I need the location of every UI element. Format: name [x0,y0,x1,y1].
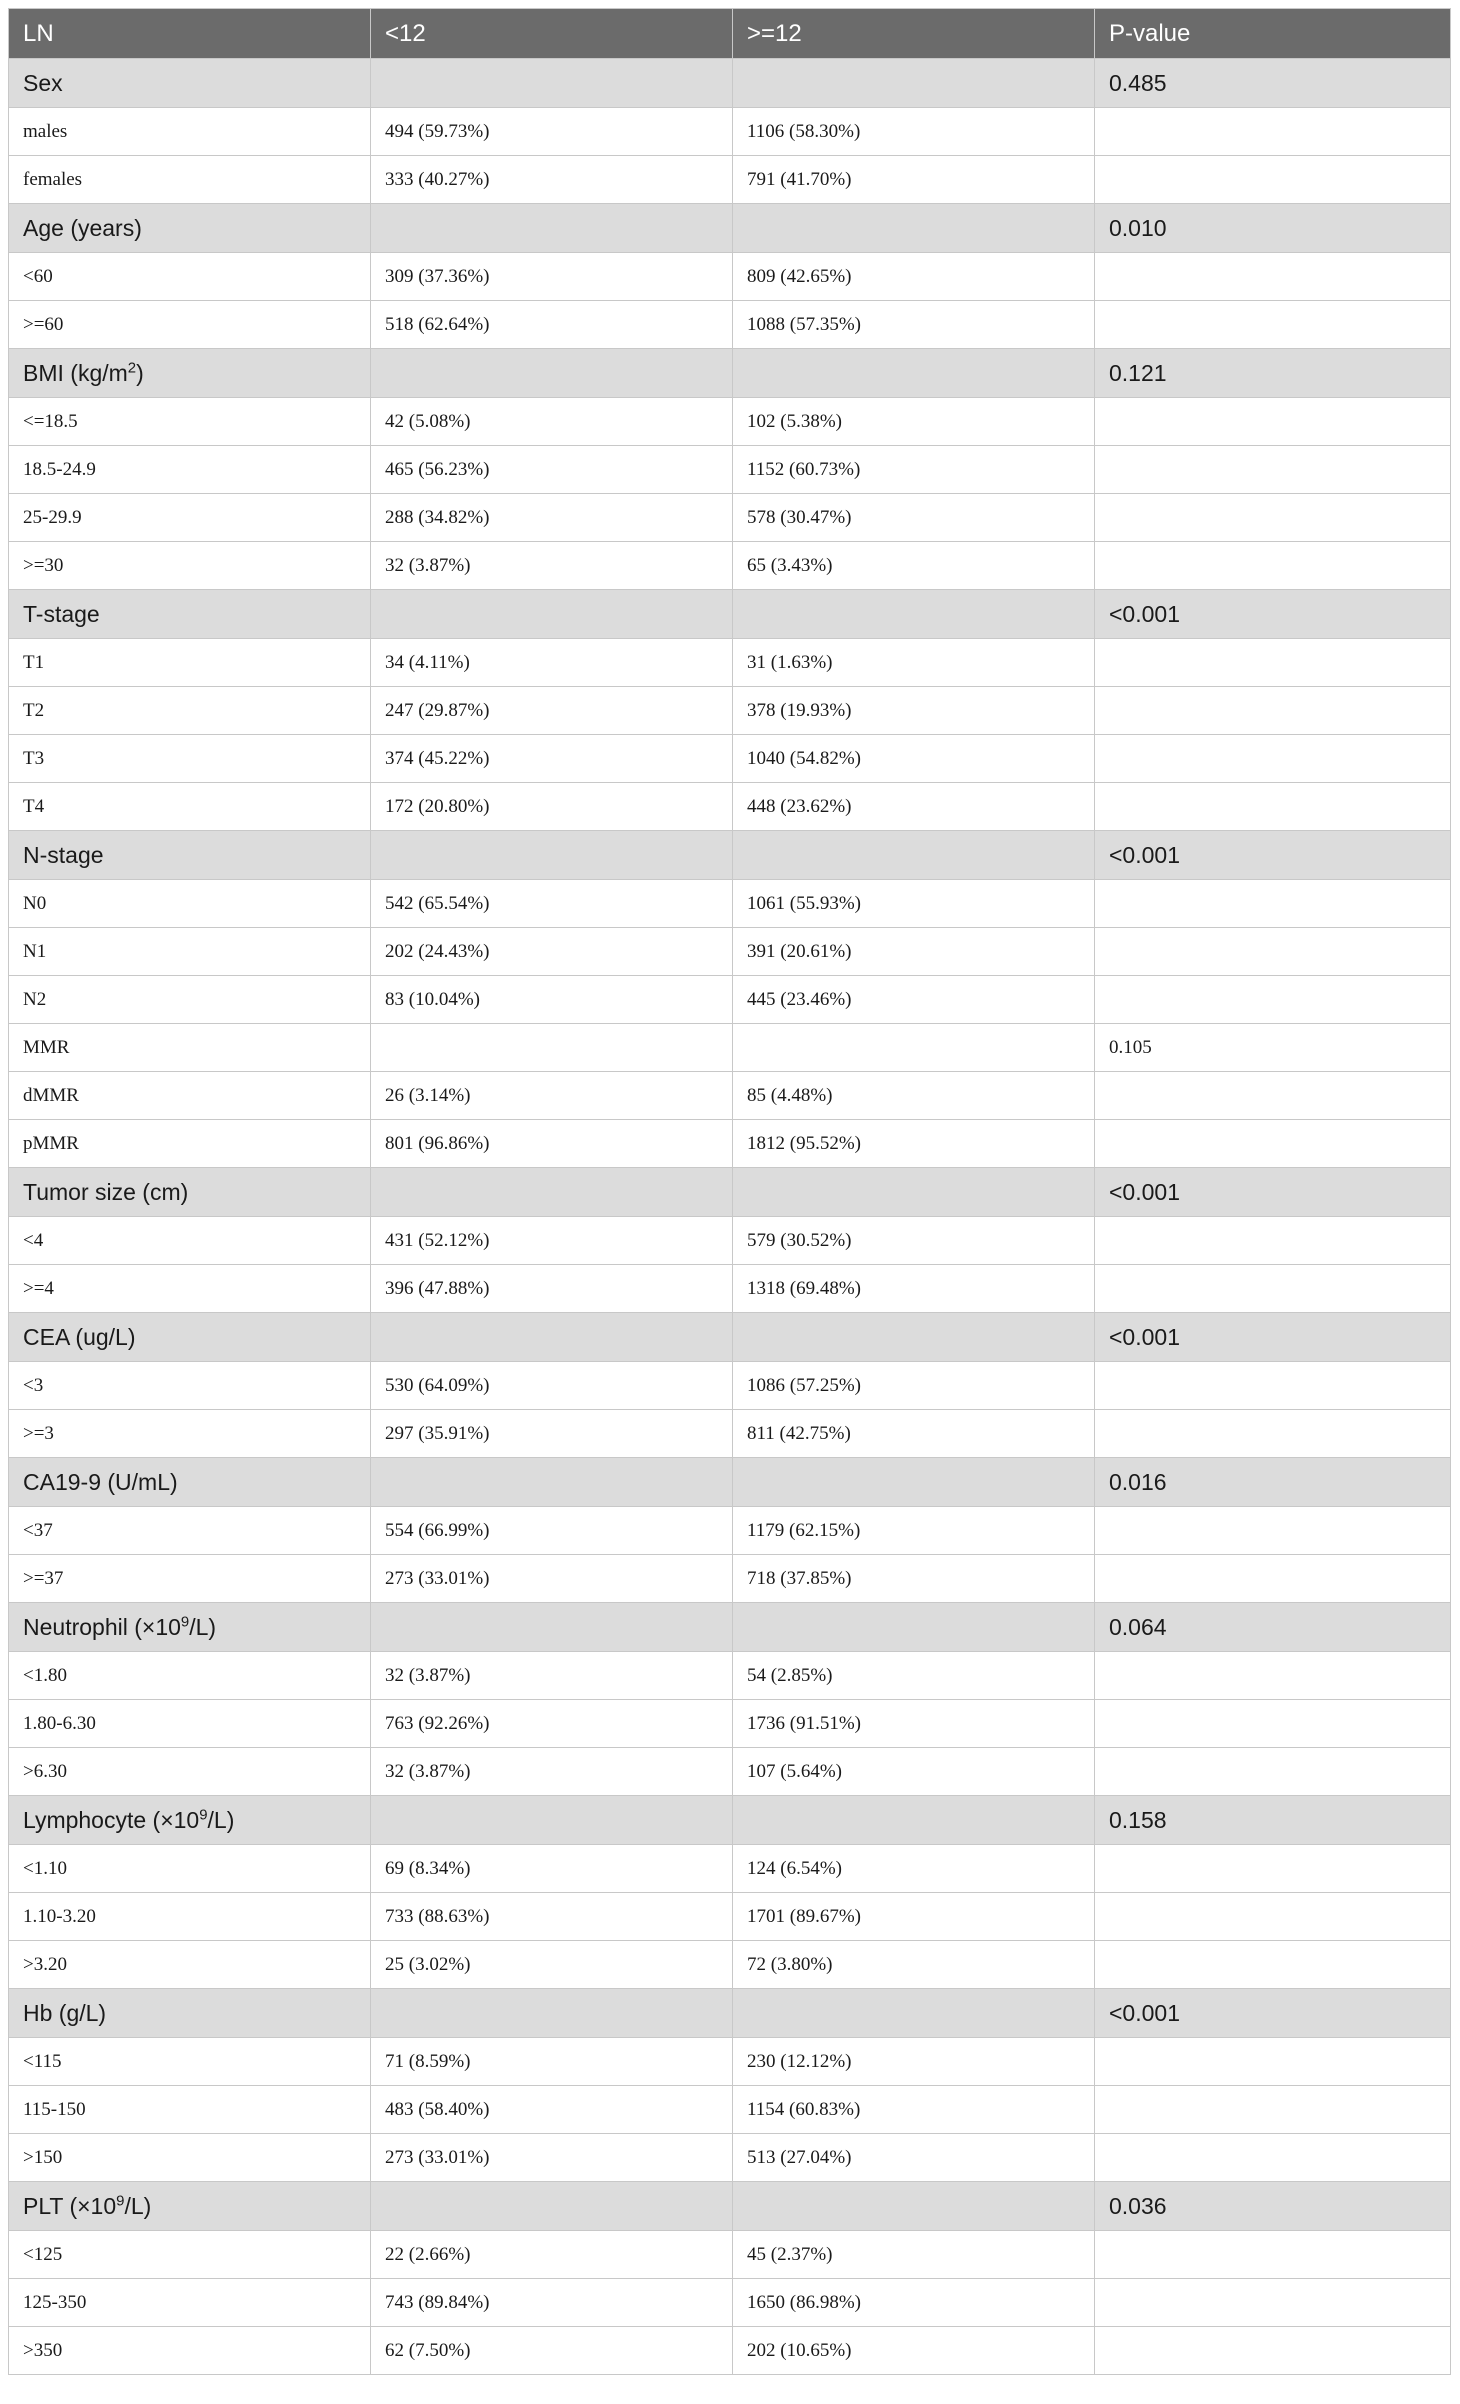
cell-p-value [1095,735,1451,783]
table-row [9,1072,1451,1120]
label-superscript: 2 [127,358,137,376]
row-label: <1.80 [9,1652,371,1700]
label-suffix: /L) [189,1613,217,1640]
table-row [9,1893,1451,1941]
cell-lt12: 483 (58.40%) [371,2086,733,2134]
cell-p-value [1095,880,1451,928]
table-row [9,1652,1451,1700]
cell-ge12 [733,59,1095,108]
group-header-row [9,1603,1451,1652]
table-row [9,735,1451,783]
cell-p-value [1095,1941,1451,1989]
cell-ge12 [733,1989,1095,2038]
table-row [9,2134,1451,2182]
row-label: >=4 [9,1265,371,1313]
table-row [9,1120,1451,1168]
cell-lt12: 801 (96.86%) [371,1120,733,1168]
header-row [9,9,1451,59]
table-row [9,1700,1451,1748]
cell-lt12: 71 (8.59%) [371,2038,733,2086]
table-row [9,1941,1451,1989]
cell-lt12: 465 (56.23%) [371,446,733,494]
header-ge12: >=12 [733,9,1095,59]
table-row [9,542,1451,590]
cell-lt12 [371,204,733,253]
cell-ge12: 107 (5.64%) [733,1748,1095,1796]
group-header-row [9,1313,1451,1362]
cell-p-value [1095,1748,1451,1796]
cell-lt12 [371,1796,733,1845]
cell-lt12: 431 (52.12%) [371,1217,733,1265]
cell-ge12: 1179 (62.15%) [733,1507,1095,1555]
cell-p-value [1095,542,1451,590]
cell-lt12 [371,2182,733,2231]
cell-lt12 [371,1313,733,1362]
cell-ge12 [733,349,1095,398]
cell-p-value [1095,2134,1451,2182]
data-table [8,8,1451,2375]
cell-ge12: 1736 (91.51%) [733,1700,1095,1748]
cell-ge12: 579 (30.52%) [733,1217,1095,1265]
row-label: Sex [9,59,371,108]
row-label: >=60 [9,301,371,349]
cell-lt12 [371,1168,733,1217]
table-row [9,1845,1451,1893]
table-row [9,446,1451,494]
row-label: <125 [9,2231,371,2279]
table-row [9,108,1451,156]
row-label: Age (years) [9,204,371,253]
table-row [9,976,1451,1024]
table-row [9,301,1451,349]
cell-p-value [1095,1265,1451,1313]
row-label: CA19-9 (U/mL) [9,1458,371,1507]
cell-p-value: 0.064 [1095,1603,1451,1652]
row-label: Hb (g/L) [9,1989,371,2038]
cell-p-value [1095,639,1451,687]
cell-p-value: 0.485 [1095,59,1451,108]
group-header-row [9,1458,1451,1507]
row-label: <60 [9,253,371,301]
cell-lt12: 273 (33.01%) [371,1555,733,1603]
cell-ge12: 1040 (54.82%) [733,735,1095,783]
cell-ge12: 1086 (57.25%) [733,1362,1095,1410]
cell-ge12 [733,204,1095,253]
group-header-row [9,831,1451,880]
row-label: 115-150 [9,2086,371,2134]
table-row [9,2086,1451,2134]
cell-p-value: <0.001 [1095,831,1451,880]
cell-ge12: 791 (41.70%) [733,156,1095,204]
cell-lt12: 743 (89.84%) [371,2279,733,2327]
cell-ge12: 31 (1.63%) [733,639,1095,687]
table-row [9,2231,1451,2279]
cell-p-value: 0.016 [1095,1458,1451,1507]
cell-ge12 [733,1458,1095,1507]
cell-ge12: 45 (2.37%) [733,2231,1095,2279]
table-row [9,687,1451,735]
cell-p-value [1095,1120,1451,1168]
cell-p-value [1095,2038,1451,2086]
table-row [9,1555,1451,1603]
table-row [9,783,1451,831]
table-row [9,1748,1451,1796]
header-ln: LN [9,9,371,59]
cell-p-value [1095,2231,1451,2279]
cell-p-value: 0.105 [1095,1024,1451,1072]
row-label [9,1796,371,1845]
cell-ge12: 809 (42.65%) [733,253,1095,301]
table-row [9,1410,1451,1458]
cell-lt12: 34 (4.11%) [371,639,733,687]
cell-ge12: 1650 (86.98%) [733,2279,1095,2327]
row-label: >3.20 [9,1941,371,1989]
cell-ge12 [733,1313,1095,1362]
row-label: CEA (ug/L) [9,1313,371,1362]
row-label: >6.30 [9,1748,371,1796]
cell-ge12 [733,1168,1095,1217]
cell-lt12: 309 (37.36%) [371,253,733,301]
label-suffix: ) [136,359,144,386]
row-label: >=30 [9,542,371,590]
row-label: T1 [9,639,371,687]
cell-lt12 [371,349,733,398]
cell-p-value: <0.001 [1095,1168,1451,1217]
table-row [9,398,1451,446]
row-label: >150 [9,2134,371,2182]
table-row [9,639,1451,687]
row-label: Tumor size (cm) [9,1168,371,1217]
group-header-row [9,59,1451,108]
group-header-row [9,1796,1451,1845]
row-label: <3 [9,1362,371,1410]
row-label: <1.10 [9,1845,371,1893]
row-label: <=18.5 [9,398,371,446]
label-suffix: /L) [124,2192,152,2219]
cell-lt12: 22 (2.66%) [371,2231,733,2279]
cell-lt12 [371,1024,733,1072]
cell-p-value [1095,1217,1451,1265]
row-label [9,2182,371,2231]
label-superscript: 9 [199,1805,208,1823]
cell-ge12: 578 (30.47%) [733,494,1095,542]
table-row [9,1265,1451,1313]
cell-lt12 [371,831,733,880]
row-label [9,349,371,398]
cell-p-value [1095,398,1451,446]
cell-ge12: 54 (2.85%) [733,1652,1095,1700]
cell-lt12: 202 (24.43%) [371,928,733,976]
table-row [9,156,1451,204]
cell-ge12: 378 (19.93%) [733,687,1095,735]
table-row [9,2327,1451,2375]
cell-ge12: 1154 (60.83%) [733,2086,1095,2134]
cell-ge12: 391 (20.61%) [733,928,1095,976]
cell-p-value: 0.010 [1095,204,1451,253]
row-label: T4 [9,783,371,831]
row-label: T2 [9,687,371,735]
cell-ge12 [733,2182,1095,2231]
cell-ge12: 1061 (55.93%) [733,880,1095,928]
label-superscript: 9 [116,2191,125,2209]
cell-ge12: 811 (42.75%) [733,1410,1095,1458]
cell-lt12: 273 (33.01%) [371,2134,733,2182]
row-label: 1.80-6.30 [9,1700,371,1748]
label-text: BMI (kg/m [23,359,128,386]
cell-p-value [1095,1845,1451,1893]
table-row [9,2038,1451,2086]
cell-lt12: 554 (66.99%) [371,1507,733,1555]
cell-lt12: 42 (5.08%) [371,398,733,446]
row-label: <37 [9,1507,371,1555]
row-label: females [9,156,371,204]
cell-p-value [1095,108,1451,156]
cell-lt12: 297 (35.91%) [371,1410,733,1458]
cell-p-value [1095,494,1451,542]
cell-ge12: 124 (6.54%) [733,1845,1095,1893]
label-text: Neutrophil (×10 [23,1613,181,1640]
cell-ge12: 102 (5.38%) [733,398,1095,446]
cell-p-value: <0.001 [1095,1989,1451,2038]
row-label: pMMR [9,1120,371,1168]
cell-lt12: 494 (59.73%) [371,108,733,156]
cell-lt12: 733 (88.63%) [371,1893,733,1941]
cell-p-value [1095,156,1451,204]
cell-ge12: 202 (10.65%) [733,2327,1095,2375]
table-row [9,1217,1451,1265]
cell-lt12 [371,1989,733,2038]
cell-ge12 [733,590,1095,639]
cell-lt12 [371,59,733,108]
cell-p-value [1095,1507,1451,1555]
row-label: 25-29.9 [9,494,371,542]
cell-ge12: 1701 (89.67%) [733,1893,1095,1941]
cell-lt12: 542 (65.54%) [371,880,733,928]
table-row [9,1362,1451,1410]
cell-p-value [1095,1652,1451,1700]
cell-lt12: 333 (40.27%) [371,156,733,204]
cell-lt12: 69 (8.34%) [371,1845,733,1893]
row-label [9,1603,371,1652]
table-row [9,2279,1451,2327]
cell-lt12: 396 (47.88%) [371,1265,733,1313]
group-header-row [9,1989,1451,2038]
cell-p-value [1095,928,1451,976]
table-row [9,928,1451,976]
table-row [9,1507,1451,1555]
cell-lt12: 32 (3.87%) [371,1748,733,1796]
cell-ge12: 65 (3.43%) [733,542,1095,590]
cell-p-value [1095,1072,1451,1120]
cell-ge12: 1152 (60.73%) [733,446,1095,494]
cell-ge12: 72 (3.80%) [733,1941,1095,1989]
cell-ge12 [733,1603,1095,1652]
cell-ge12: 1318 (69.48%) [733,1265,1095,1313]
table-row [9,880,1451,928]
row-label: MMR [9,1024,371,1072]
cell-lt12: 518 (62.64%) [371,301,733,349]
row-label: males [9,108,371,156]
cell-ge12: 1106 (58.30%) [733,108,1095,156]
cell-lt12: 25 (3.02%) [371,1941,733,1989]
cell-ge12 [733,1024,1095,1072]
row-label: T3 [9,735,371,783]
label-superscript: 9 [180,1612,190,1630]
group-header-row [9,2182,1451,2231]
cell-lt12 [371,590,733,639]
row-label: 1.10-3.20 [9,1893,371,1941]
cell-p-value: 0.036 [1095,2182,1451,2231]
label-text: Lymphocyte (×10 [23,1806,200,1833]
group-header-row [9,204,1451,253]
cell-p-value [1095,1700,1451,1748]
cell-lt12: 530 (64.09%) [371,1362,733,1410]
cell-ge12 [733,1796,1095,1845]
cell-ge12 [733,831,1095,880]
cell-lt12 [371,1458,733,1507]
cell-p-value [1095,2279,1451,2327]
cell-lt12: 763 (92.26%) [371,1700,733,1748]
row-label: 18.5-24.9 [9,446,371,494]
cell-ge12: 718 (37.85%) [733,1555,1095,1603]
cell-ge12: 1088 (57.35%) [733,301,1095,349]
table-row [9,1024,1451,1072]
cell-lt12: 62 (7.50%) [371,2327,733,2375]
cell-p-value [1095,1893,1451,1941]
cell-lt12: 83 (10.04%) [371,976,733,1024]
cell-ge12: 445 (23.46%) [733,976,1095,1024]
row-label: <4 [9,1217,371,1265]
cell-lt12: 32 (3.87%) [371,542,733,590]
row-label: N-stage [9,831,371,880]
cell-lt12: 32 (3.87%) [371,1652,733,1700]
group-header-row [9,349,1451,398]
row-label: dMMR [9,1072,371,1120]
label-text: PLT (×10 [23,2192,117,2219]
group-header-row [9,590,1451,639]
cell-p-value: 0.121 [1095,349,1451,398]
row-label: N0 [9,880,371,928]
cell-ge12: 230 (12.12%) [733,2038,1095,2086]
row-label: >=37 [9,1555,371,1603]
cell-p-value: <0.001 [1095,590,1451,639]
table-row [9,494,1451,542]
cell-lt12: 247 (29.87%) [371,687,733,735]
table-row [9,253,1451,301]
row-label: 125-350 [9,2279,371,2327]
cell-p-value [1095,2086,1451,2134]
cell-p-value [1095,783,1451,831]
group-header-row [9,1168,1451,1217]
row-label: <115 [9,2038,371,2086]
cell-p-value [1095,253,1451,301]
header-lt12: <12 [371,9,733,59]
header-p-value: P-value [1095,9,1451,59]
cell-p-value [1095,2327,1451,2375]
row-label: T-stage [9,590,371,639]
cell-lt12: 26 (3.14%) [371,1072,733,1120]
cell-p-value [1095,301,1451,349]
cell-ge12: 1812 (95.52%) [733,1120,1095,1168]
cell-ge12: 448 (23.62%) [733,783,1095,831]
row-label: N1 [9,928,371,976]
cell-lt12 [371,1603,733,1652]
cell-p-value [1095,687,1451,735]
label-suffix: /L) [207,1806,235,1833]
row-label: >350 [9,2327,371,2375]
row-label: N2 [9,976,371,1024]
cell-lt12: 172 (20.80%) [371,783,733,831]
row-label: >=3 [9,1410,371,1458]
cell-ge12: 85 (4.48%) [733,1072,1095,1120]
cell-p-value [1095,976,1451,1024]
cell-p-value [1095,446,1451,494]
cell-p-value: 0.158 [1095,1796,1451,1845]
cell-lt12: 288 (34.82%) [371,494,733,542]
cell-p-value [1095,1410,1451,1458]
cell-p-value [1095,1555,1451,1603]
cell-ge12: 513 (27.04%) [733,2134,1095,2182]
cell-lt12: 374 (45.22%) [371,735,733,783]
cell-p-value: <0.001 [1095,1313,1451,1362]
cell-p-value [1095,1362,1451,1410]
